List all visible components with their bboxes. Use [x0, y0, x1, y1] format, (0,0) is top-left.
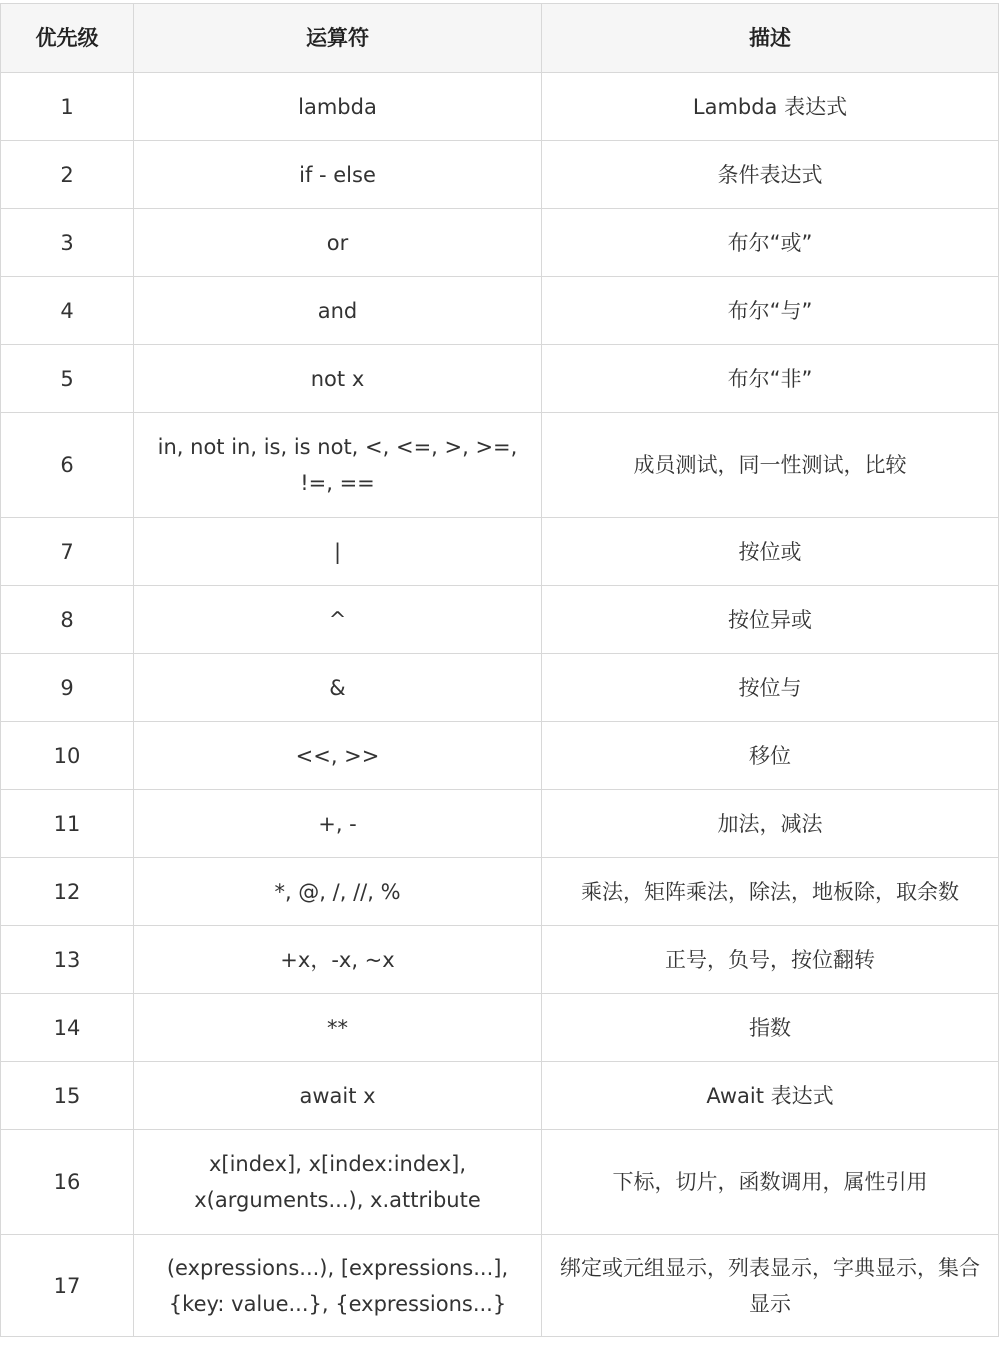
cell-description: 成员测试，同一性测试，比较 [542, 413, 999, 518]
table-header-row [1, 4, 999, 73]
cell-priority: 9 [1, 654, 134, 722]
cell-description: Await 表达式 [542, 1062, 999, 1130]
cell-priority: 16 [1, 1130, 134, 1235]
cell-description: 移位 [542, 722, 999, 790]
cell-description: Lambda 表达式 [542, 73, 999, 141]
cell-operator: not x [134, 345, 542, 413]
header-operator: 运算符 [134, 4, 542, 73]
cell-description: 条件表达式 [542, 141, 999, 209]
cell-description: 乘法，矩阵乘法，除法，地板除，取余数 [542, 858, 999, 926]
cell-operator: lambda [134, 73, 542, 141]
table-row [1, 994, 999, 1062]
cell-priority: 10 [1, 722, 134, 790]
cell-description: 布尔“与” [542, 277, 999, 345]
operator-precedence-table [0, 3, 999, 1337]
table-row [1, 141, 999, 209]
cell-priority: 14 [1, 994, 134, 1062]
cell-operator: if - else [134, 141, 542, 209]
table-row [1, 277, 999, 345]
cell-operator: +x，-x, ~x [134, 926, 542, 994]
cell-priority: 6 [1, 413, 134, 518]
cell-priority: 17 [1, 1235, 134, 1337]
cell-operator: await x [134, 1062, 542, 1130]
cell-description: 绑定或元组显示，列表显示，字典显示，集合显示 [542, 1235, 999, 1337]
cell-priority: 13 [1, 926, 134, 994]
table-row [1, 413, 999, 518]
table-row [1, 790, 999, 858]
cell-priority: 2 [1, 141, 134, 209]
cell-operator: in, not in, is, is not, <, <=, >, >=, !=, == [134, 413, 542, 518]
table-row [1, 858, 999, 926]
cell-operator: & [134, 654, 542, 722]
cell-operator: x[index], x[index:index], x(arguments...), x.attribute [134, 1130, 542, 1235]
header-priority: 优先级 [1, 4, 134, 73]
cell-priority: 1 [1, 73, 134, 141]
table-row [1, 654, 999, 722]
cell-description: 布尔“或” [542, 209, 999, 277]
cell-operator: +, - [134, 790, 542, 858]
cell-description: 按位异或 [542, 586, 999, 654]
table-row [1, 518, 999, 586]
header-description: 描述 [542, 4, 999, 73]
cell-priority: 7 [1, 518, 134, 586]
table-row [1, 722, 999, 790]
cell-priority: 5 [1, 345, 134, 413]
table-row [1, 1062, 999, 1130]
cell-priority: 3 [1, 209, 134, 277]
cell-priority: 11 [1, 790, 134, 858]
cell-operator: <<, >> [134, 722, 542, 790]
table-row [1, 73, 999, 141]
cell-operator: *, @, /, //, % [134, 858, 542, 926]
cell-priority: 8 [1, 586, 134, 654]
cell-operator: or [134, 209, 542, 277]
cell-priority: 15 [1, 1062, 134, 1130]
cell-description: 指数 [542, 994, 999, 1062]
cell-description: 加法，减法 [542, 790, 999, 858]
table-row [1, 345, 999, 413]
cell-description: 布尔“非” [542, 345, 999, 413]
cell-operator: | [134, 518, 542, 586]
table-row [1, 926, 999, 994]
table-row [1, 1130, 999, 1235]
table-row [1, 209, 999, 277]
cell-operator: and [134, 277, 542, 345]
cell-priority: 12 [1, 858, 134, 926]
table-row [1, 586, 999, 654]
cell-description: 下标，切片，函数调用，属性引用 [542, 1130, 999, 1235]
cell-operator: ^ [134, 586, 542, 654]
cell-description: 按位与 [542, 654, 999, 722]
cell-operator: ** [134, 994, 542, 1062]
cell-description: 正号，负号，按位翻转 [542, 926, 999, 994]
cell-priority: 4 [1, 277, 134, 345]
cell-operator: (expressions...), [expressions...], {key: value...}, {expressions...} [134, 1235, 542, 1337]
table-row [1, 1235, 999, 1337]
cell-description: 按位或 [542, 518, 999, 586]
